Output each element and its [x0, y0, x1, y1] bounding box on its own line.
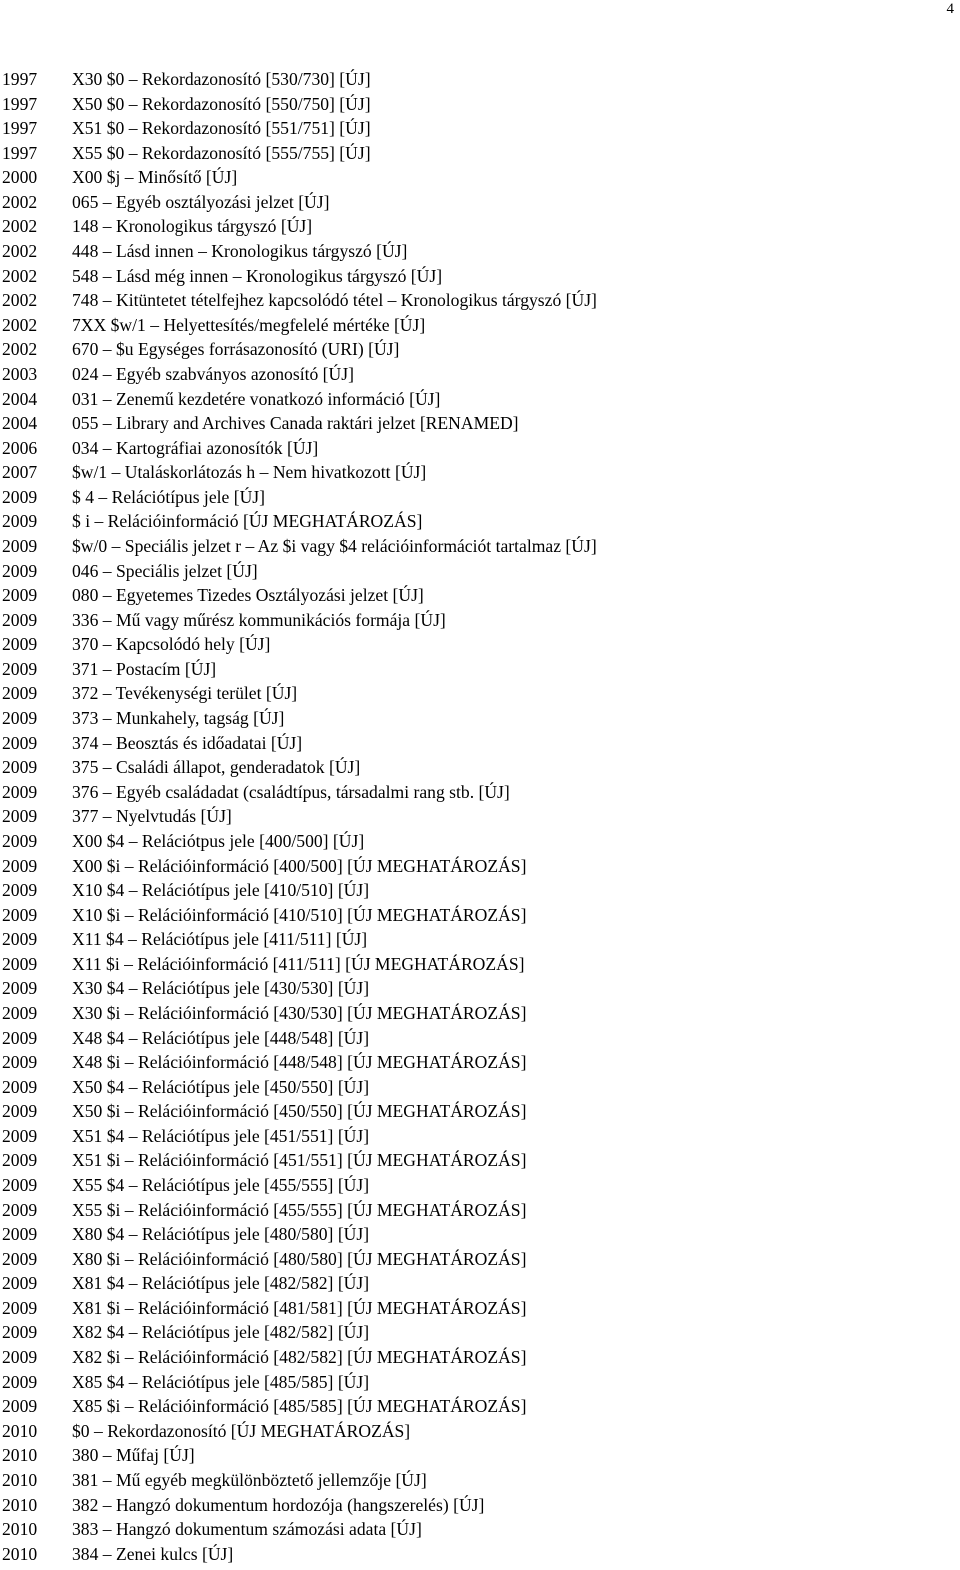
entry-text: X55 $i – Relációinformáció [455/555] [ÚJ MEGHATÁROZÁS] — [72, 1199, 527, 1220]
entry-text: 031 – Zenemű kezdetére vonatkozó információ [ÚJ] — [72, 388, 441, 409]
list-item — [2, 1493, 952, 1518]
entry-text: $ i – Relációinformáció [ÚJ MEGHATÁROZÁS] — [72, 511, 423, 532]
entry-year: 1997 — [2, 93, 38, 114]
entry-text: 373 – Munkahely, tagság [ÚJ] — [72, 708, 285, 729]
list-item — [2, 288, 952, 313]
entry-text: 371 – Postacím [ÚJ] — [72, 658, 217, 679]
entry-year: 2002 — [2, 191, 38, 212]
list-item — [2, 436, 952, 461]
list-item — [2, 1370, 952, 1395]
entry-text: X80 $i – Relációinformáció [480/580] [ÚJ MEGHATÁROZÁS] — [72, 1248, 527, 1269]
entry-text: X82 $i – Relációinformáció [482/582] [ÚJ MEGHATÁROZÁS] — [72, 1347, 527, 1368]
entry-year: 2009 — [2, 1076, 38, 1097]
entry-text: X80 $4 – Relációtípus jele [480/580] [ÚJ] — [72, 1224, 370, 1245]
list-item — [2, 681, 952, 706]
entry-text: X51 $i – Relációinformáció [451/551] [ÚJ MEGHATÁROZÁS] — [72, 1150, 527, 1171]
entry-text: $0 – Rekordazonosító [ÚJ MEGHATÁROZÁS] — [72, 1420, 411, 1441]
entry-text: X55 $0 – Rekordazonosító [555/755] [ÚJ] — [72, 142, 371, 163]
list-item — [2, 141, 952, 166]
entry-year: 2002 — [2, 265, 38, 286]
entry-year: 2009 — [2, 929, 38, 950]
list-item — [2, 731, 952, 756]
entry-year: 2009 — [2, 757, 38, 778]
entry-year: 2009 — [2, 683, 38, 704]
entry-year: 2009 — [2, 1322, 38, 1343]
entry-text: 7XX $w/1 – Helyettesítés/megfelelé mértéke [ÚJ] — [72, 314, 426, 335]
list-item — [2, 1075, 952, 1100]
entry-year: 2000 — [2, 167, 38, 188]
entry-text: 748 – Kitüntetet tételfejhez kapcsolódó tétel – Kronologikus tárgyszó [ÚJ] — [72, 290, 597, 311]
entry-text: X51 $0 – Rekordazonosító [551/751] [ÚJ] — [72, 118, 371, 139]
list-item — [2, 755, 952, 780]
entry-text: 065 – Egyéb osztályozási jelzet [ÚJ] — [72, 191, 330, 212]
list-item — [2, 1222, 952, 1247]
entry-year: 2002 — [2, 241, 38, 262]
entry-year: 2009 — [2, 1273, 38, 1294]
entry-text: X81 $i – Relációinformáció [481/581] [ÚJ MEGHATÁROZÁS] — [72, 1297, 527, 1318]
list-item — [2, 411, 952, 436]
entry-text: X85 $i – Relációinformáció [485/585] [ÚJ MEGHATÁROZÁS] — [72, 1396, 527, 1417]
entry-year: 2009 — [2, 1371, 38, 1392]
entry-text: X82 $4 – Relációtípus jele [482/582] [ÚJ] — [72, 1322, 370, 1343]
list-item — [2, 1050, 952, 1075]
list-item — [2, 1517, 952, 1542]
list-item — [2, 1247, 952, 1272]
entry-year: 2009 — [2, 1027, 38, 1048]
entry-year: 2009 — [2, 634, 38, 655]
entry-year: 2010 — [2, 1420, 38, 1441]
entry-year: 2009 — [2, 1199, 38, 1220]
entry-year: 2002 — [2, 290, 38, 311]
list-item — [2, 780, 952, 805]
entry-year: 2002 — [2, 339, 38, 360]
entry-year: 2006 — [2, 437, 38, 458]
entry-text: 670 – $u Egységes forrásazonosító (URI) [ÚJ] — [72, 339, 400, 360]
entry-text: 377 – Nyelvtudás [ÚJ] — [72, 806, 232, 827]
entry-text: X10 $i – Relációinformáció [410/510] [ÚJ MEGHATÁROZÁS] — [72, 904, 527, 925]
list-item — [2, 952, 952, 977]
entry-text: $w/0 – Speciális jelzet r – Az $i vagy $4 relációinformációt tartalmaz [ÚJ] — [72, 535, 597, 556]
entry-year: 2009 — [2, 658, 38, 679]
list-item — [2, 116, 952, 141]
entry-text: 372 – Tevékenységi terület [ÚJ] — [72, 683, 298, 704]
entry-year: 1997 — [2, 69, 38, 89]
entry-text: 376 – Egyéb családadat (családtípus, társadalmi rang stb. [ÚJ] — [72, 781, 510, 802]
entry-text: X10 $4 – Relációtípus jele [410/510] [ÚJ] — [72, 880, 370, 901]
entry-text: 055 – Library and Archives Canada raktári jelzet [RENAMED] — [72, 413, 519, 434]
entry-year: 2010 — [2, 1543, 38, 1564]
entry-text: X00 $j – Minősítő [ÚJ] — [72, 167, 238, 188]
entry-text: $ 4 – Relációtípus jele [ÚJ] — [72, 486, 265, 507]
list-item — [2, 1099, 952, 1124]
entry-text: 548 – Lásd még innen – Kronologikus tárgyszó [ÚJ] — [72, 265, 443, 286]
entry-year: 2009 — [2, 708, 38, 729]
list-item — [2, 878, 952, 903]
list-item — [2, 1001, 952, 1026]
entry-year: 2009 — [2, 855, 38, 876]
entry-year: 2009 — [2, 830, 38, 851]
entry-year: 2009 — [2, 1052, 38, 1073]
list-item — [2, 583, 952, 608]
list-item — [2, 1296, 952, 1321]
list-item — [2, 804, 952, 829]
entry-text: X30 $4 – Relációtípus jele [430/530] [ÚJ] — [72, 978, 370, 999]
entry-text: X81 $4 – Relációtípus jele [482/582] [ÚJ] — [72, 1273, 370, 1294]
entry-year: 2009 — [2, 1175, 38, 1196]
list-item — [2, 903, 952, 928]
entry-year: 2009 — [2, 953, 38, 974]
entry-year: 2009 — [2, 1150, 38, 1171]
list-item — [2, 1419, 952, 1444]
entry-year: 2010 — [2, 1445, 38, 1466]
list-item — [2, 1345, 952, 1370]
entry-text: 374 – Beosztás és időadatai [ÚJ] — [72, 732, 303, 753]
entry-text: X48 $4 – Relációtípus jele [448/548] [ÚJ] — [72, 1027, 370, 1048]
entry-year: 2002 — [2, 216, 38, 237]
list-item — [2, 657, 952, 682]
list-item — [2, 706, 952, 731]
list-item — [2, 190, 952, 215]
list-item — [2, 1124, 952, 1149]
entry-year: 2010 — [2, 1519, 38, 1540]
list-item — [2, 1320, 952, 1345]
entry-year: 2003 — [2, 363, 38, 384]
entry-text: 370 – Kapcsolódó hely [ÚJ] — [72, 634, 271, 655]
entry-text: 375 – Családi állapot, genderadatok [ÚJ] — [72, 757, 361, 778]
entry-year: 2009 — [2, 1396, 38, 1417]
list-item — [2, 1173, 952, 1198]
entry-text: 046 – Speciális jelzet [ÚJ] — [72, 560, 258, 581]
list-item — [2, 264, 952, 289]
entry-year: 2007 — [2, 462, 38, 483]
entry-year: 2009 — [2, 511, 38, 532]
entry-text: 380 – Műfaj [ÚJ] — [72, 1445, 195, 1466]
list-item — [2, 313, 952, 338]
entry-year: 2002 — [2, 314, 38, 335]
entry-year: 2009 — [2, 904, 38, 925]
list-item — [2, 632, 952, 657]
list-item — [2, 1271, 952, 1296]
entry-year: 2009 — [2, 1125, 38, 1146]
entry-text: 034 – Kartográfiai azonosítók [ÚJ] — [72, 437, 319, 458]
entry-text: X30 $0 – Rekordazonosító [530/730] [ÚJ] — [72, 69, 371, 89]
entry-text: X55 $4 – Relációtípus jele [455/555] [ÚJ] — [72, 1175, 370, 1196]
entry-year: 2009 — [2, 1248, 38, 1269]
entry-text: 080 – Egyetemes Tizedes Osztályozási jelzet [ÚJ] — [72, 585, 424, 606]
entry-year: 2010 — [2, 1494, 38, 1515]
entry-text: 383 – Hangzó dokumentum számozási adata [ÚJ] — [72, 1519, 422, 1540]
entry-text: X50 $0 – Rekordazonosító [550/750] [ÚJ] — [72, 93, 371, 114]
entry-year: 1997 — [2, 118, 38, 139]
entry-text: 382 – Hangzó dokumentum hordozója (hangszerelés) [ÚJ] — [72, 1494, 485, 1515]
entry-year: 2004 — [2, 388, 38, 409]
entry-list — [2, 67, 952, 1566]
list-item — [2, 534, 952, 559]
list-item — [2, 1198, 952, 1223]
list-item — [2, 1026, 952, 1051]
entry-text: X48 $i – Relációinformáció [448/548] [ÚJ MEGHATÁROZÁS] — [72, 1052, 527, 1073]
entry-text: 336 – Mű vagy műrész kommunikációs formája [ÚJ] — [72, 609, 446, 630]
entry-text: X50 $i – Relációinformáció [450/550] [ÚJ MEGHATÁROZÁS] — [72, 1101, 527, 1122]
entry-year: 2009 — [2, 1297, 38, 1318]
entry-year: 2009 — [2, 1002, 38, 1023]
entry-year: 2009 — [2, 609, 38, 630]
list-item — [2, 92, 952, 117]
list-item — [2, 976, 952, 1001]
entry-text: X51 $4 – Relációtípus jele [451/551] [ÚJ] — [72, 1125, 370, 1146]
entry-text: X11 $4 – Relációtípus jele [411/511] [ÚJ] — [72, 929, 368, 950]
page-number: 4 — [946, 1, 954, 17]
list-item — [2, 829, 952, 854]
entry-text: 024 – Egyéb szabványos azonosító [ÚJ] — [72, 363, 354, 384]
entry-year: 2009 — [2, 880, 38, 901]
entry-year: 2009 — [2, 486, 38, 507]
list-item — [2, 387, 952, 412]
entry-year: 2010 — [2, 1469, 38, 1490]
list-item — [2, 608, 952, 633]
entry-year: 2004 — [2, 413, 38, 434]
list-item — [2, 362, 952, 387]
entry-text: X11 $i – Relációinformáció [411/511] [ÚJ MEGHATÁROZÁS] — [72, 953, 525, 974]
list-item — [2, 1394, 952, 1419]
entry-year: 2009 — [2, 560, 38, 581]
list-item — [2, 559, 952, 584]
entry-text: 148 – Kronologikus tárgyszó [ÚJ] — [72, 216, 313, 237]
list-item — [2, 927, 952, 952]
entry-year: 2009 — [2, 978, 38, 999]
entry-year: 2009 — [2, 585, 38, 606]
entry-year: 2009 — [2, 732, 38, 753]
list-item — [2, 1542, 952, 1567]
list-item — [2, 460, 952, 485]
entry-text: X00 $i – Relációinformáció [400/500] [ÚJ MEGHATÁROZÁS] — [72, 855, 527, 876]
list-item — [2, 854, 952, 879]
list-item — [2, 67, 952, 92]
entry-text: X50 $4 – Relációtípus jele [450/550] [ÚJ] — [72, 1076, 370, 1097]
list-item — [2, 509, 952, 534]
list-item — [2, 337, 952, 362]
entry-year: 2009 — [2, 806, 38, 827]
list-item — [2, 165, 952, 190]
entry-text: 381 – Mű egyéb megkülönböztető jellemzője [ÚJ] — [72, 1469, 427, 1490]
list-item — [2, 1468, 952, 1493]
list-item — [2, 239, 952, 264]
entry-text: 448 – Lásd innen – Kronologikus tárgyszó [ÚJ] — [72, 241, 408, 262]
entry-text: X30 $i – Relációinformáció [430/530] [ÚJ MEGHATÁROZÁS] — [72, 1002, 527, 1023]
entry-text: 384 – Zenei kulcs [ÚJ] — [72, 1543, 234, 1564]
entry-text: X85 $4 – Relációtípus jele [485/585] [ÚJ] — [72, 1371, 370, 1392]
list-item — [2, 485, 952, 510]
entry-text: X00 $4 – Relációtpus jele [400/500] [ÚJ] — [72, 830, 365, 851]
list-item — [2, 1148, 952, 1173]
list-item — [2, 214, 952, 239]
entry-year: 1997 — [2, 142, 38, 163]
entry-text: $w/1 – Utaláskorlátozás h – Nem hivatkozott [ÚJ] — [72, 462, 427, 483]
entry-year: 2009 — [2, 1101, 38, 1122]
list-item — [2, 1443, 952, 1468]
entry-year: 2009 — [2, 1224, 38, 1245]
entry-year: 2009 — [2, 781, 38, 802]
entry-year: 2009 — [2, 1347, 38, 1368]
entry-year: 2009 — [2, 535, 38, 556]
